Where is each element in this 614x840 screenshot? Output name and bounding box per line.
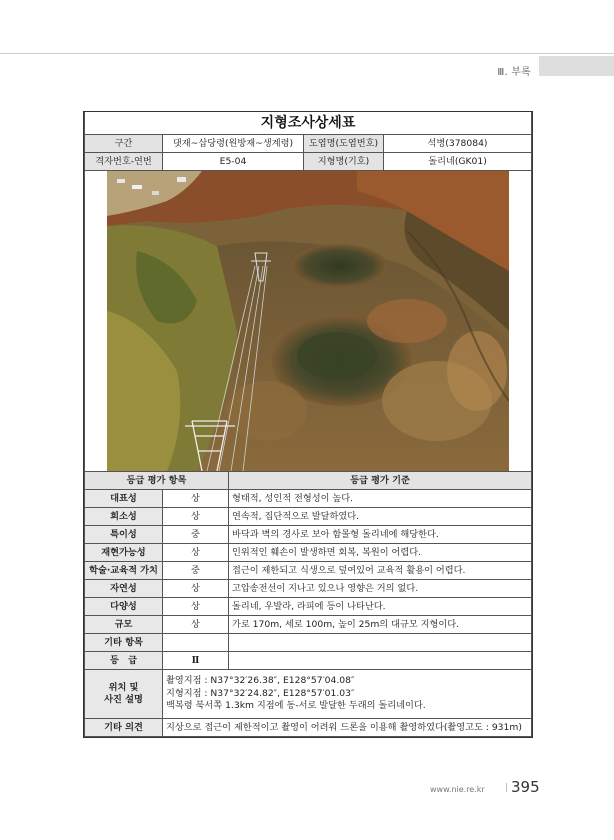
location-shot-point: 촬영지점 : N37°32′26.38″, E128°57′04.08″	[166, 675, 355, 687]
grade-item: 특이성	[85, 526, 163, 544]
grade-value: 중	[163, 526, 229, 544]
grade-criteria: 바닥과 벽의 경사로 보아 함몰형 돌리네에 해당한다.	[229, 526, 532, 544]
section-tab	[539, 56, 614, 76]
grade-item: 기타 항목	[85, 634, 163, 652]
grade-value: 상	[163, 508, 229, 526]
map-label-cell: 도엽명(도엽번호)	[304, 135, 384, 153]
section-label-cell: 구간	[85, 135, 163, 153]
grade-criteria: 접근이 제한되고 식생으로 덮여있어 교육적 활용이 어렵다.	[229, 562, 532, 580]
grade-value: 상	[163, 544, 229, 562]
grade-item: 자연성	[85, 580, 163, 598]
header-rule	[0, 53, 614, 54]
survey-sheet	[83, 111, 533, 738]
grade-value: 상	[163, 598, 229, 616]
grade-row	[85, 562, 532, 580]
grade-item: 규모	[85, 616, 163, 634]
grade-row	[85, 490, 532, 508]
grade-criteria-header: 등급 평가 기준	[229, 472, 532, 490]
aerial-photo	[107, 171, 509, 471]
aerial-photo-image	[107, 171, 509, 471]
grade-value	[163, 634, 229, 652]
grade-value: 중	[163, 562, 229, 580]
page-number: 395	[511, 778, 540, 796]
location-label	[85, 670, 163, 719]
section-label: Ⅲ. 부록	[497, 67, 531, 78]
grade-row	[85, 598, 532, 616]
map-value-cell: 석병(378084)	[384, 135, 532, 153]
grade-criteria	[229, 634, 532, 652]
location-label-line1: 위치 및	[108, 681, 139, 693]
grade-row	[85, 652, 532, 670]
grade-criteria: 연속적, 집단적으로 발달하였다.	[229, 508, 532, 526]
grade-value: 상	[163, 580, 229, 598]
grade-criteria: 고압송전선이 지나고 있으나 영향은 거의 없다.	[229, 580, 532, 598]
grade-criteria: 인위적인 훼손이 발생하면 회복, 복원이 어렵다.	[229, 544, 532, 562]
other-label: 기타 의견	[85, 719, 163, 737]
grid-label-cell: 격자번호-연번	[85, 153, 163, 171]
location-note: 백복령 북서쪽 1.3km 지점에 동-서로 발달한 두래의 돌리네이다.	[166, 700, 426, 712]
photo-cell	[85, 171, 532, 472]
grade-value: 상	[163, 490, 229, 508]
grade-item: 희소성	[85, 508, 163, 526]
grade-row	[85, 526, 532, 544]
grade-item: 다양성	[85, 598, 163, 616]
grade-criteria: 가로 170m, 세로 100m, 높이 25m의 대규모 지형이다.	[229, 616, 532, 634]
grade-row	[85, 580, 532, 598]
location-description	[163, 670, 532, 719]
footer-separator: |	[505, 783, 509, 793]
landform-label-cell: 지형명(기호)	[304, 153, 384, 171]
grade-row	[85, 616, 532, 634]
location-label-line2: 사진 설명	[104, 694, 143, 705]
grid-value-cell: E5-04	[163, 153, 304, 171]
other-text: 지상으로 접근이 제한적이고 촬영이 어려워 드론을 이용해 촬영하였다(촬영고도 : 931m)	[163, 719, 532, 737]
grade-criteria: 돌리네, 우발라, 라피에 등이 나타난다.	[229, 598, 532, 616]
location-landform-point: 지형지점 : N37°32′24.82″, E128°57′01.03″	[166, 687, 355, 699]
grade-criteria: 형태적, 성인적 전형성이 높다.	[229, 490, 532, 508]
grade-item: 대표성	[85, 490, 163, 508]
grade-row	[85, 508, 532, 526]
grade-row	[85, 544, 532, 562]
grade-value: 상	[163, 616, 229, 634]
survey-table	[84, 112, 532, 737]
grade-criteria	[229, 652, 532, 670]
grade-value: Ⅱ	[163, 652, 229, 670]
sheet-title: 지형조사상세표	[85, 112, 532, 135]
grade-item: 재현가능성	[85, 544, 163, 562]
grade-item: 학술·교육적 가치	[85, 562, 163, 580]
landform-value-cell: 돌리네(GK01)	[384, 153, 532, 171]
footer-url: www.nie.re.kr	[430, 785, 485, 794]
grade-item-header: 등급 평가 항목	[85, 472, 229, 490]
section-value-cell: 댓재~삽당령(원방재~생계령)	[163, 135, 304, 153]
grade-row	[85, 634, 532, 652]
grade-item: 등 급	[85, 652, 163, 670]
